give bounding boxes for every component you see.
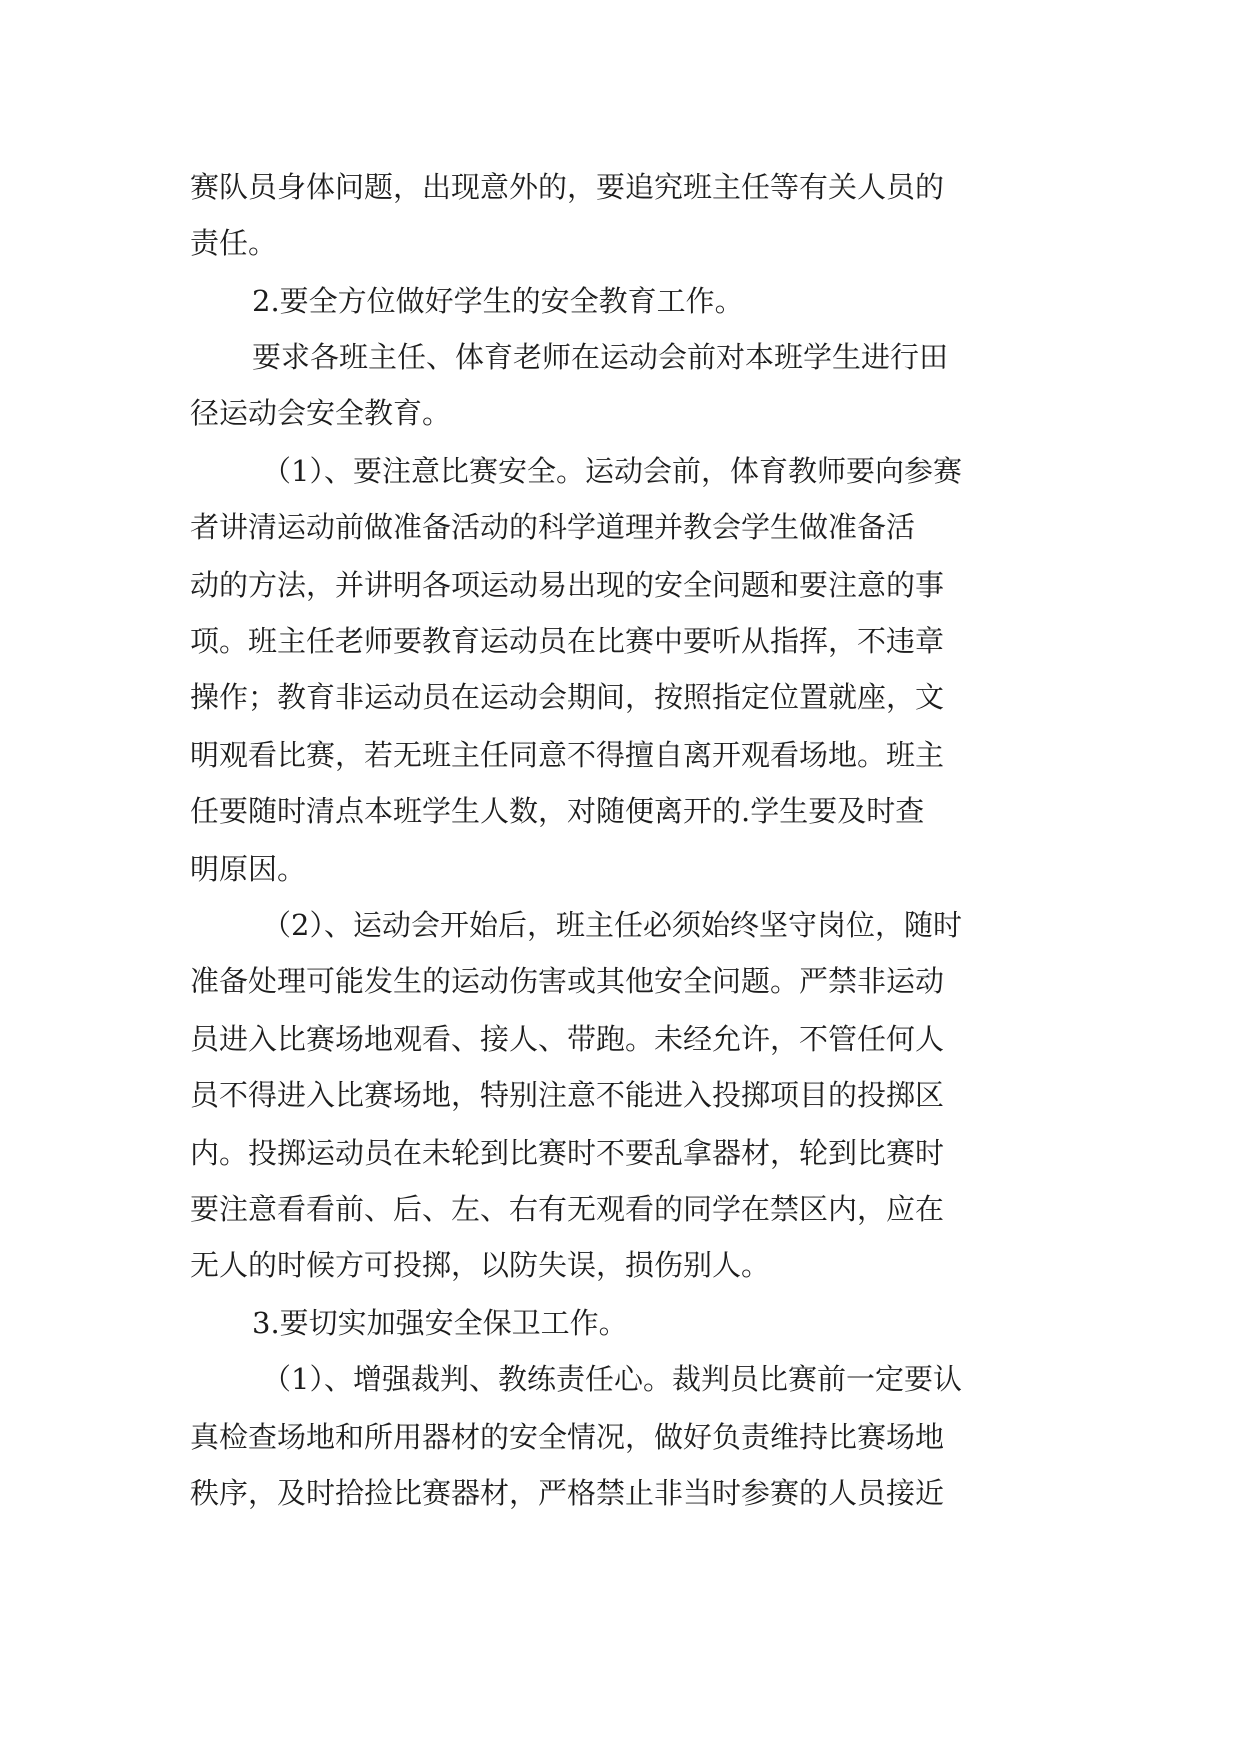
body-text-line: 明观看比赛，若无班主任同意不得擅自离开观看场地。班主 [190,738,945,772]
list-item-line: （1）、要注意比赛安全。运动会前，体育教师要向参赛 [262,454,962,488]
body-text-line: 秩序，及时拾捡比赛器材，严格禁止非当时参赛的人员接近 [190,1476,945,1510]
body-text-line: 赛队员身体问题，出现意外的，要追究班主任等有关人员的 [190,170,945,204]
list-item-line: （2）、运动会开始后，班主任必须始终坚守岗位，随时 [262,908,962,942]
body-text-line: 明原因。 [190,852,307,886]
section-heading: 2.要全方位做好学生的安全教育工作。 [252,284,744,318]
body-text-line: 操作；教育非运动员在运动会期间，按照指定位置就座，文 [190,680,945,714]
body-text-line: 员不得进入比赛场地，特别注意不能进入投掷项目的投掷区 [190,1078,945,1112]
body-text-line: 要注意看看前、后、左、右有无观看的同学在禁区内，应在 [190,1192,945,1226]
body-text-line: 真检查场地和所用器材的安全情况，做好负责维持比赛场地 [190,1420,945,1454]
section-heading: 3.要切实加强安全保卫工作。 [252,1306,628,1340]
body-text-line: 任要随时清点本班学生人数，对随便离开的.学生要及时查 [190,794,925,828]
body-text-line: 员进入比赛场地观看、接人、带跑。未经允许，不管任何人 [190,1022,945,1056]
body-text-line: 准备处理可能发生的运动伤害或其他安全问题。严禁非运动 [190,964,945,998]
body-text-line: 者讲清运动前做准备活动的科学道理并教会学生做准备活 [190,510,916,544]
body-text-line: 项。班主任老师要教育运动员在比赛中要听从指挥，不违章 [190,624,945,658]
list-item-line: （1）、增强裁判、教练责任心。裁判员比赛前一定要认 [262,1362,962,1396]
body-text-line: 内。投掷运动员在未轮到比赛时不要乱拿器材，轮到比赛时 [190,1136,945,1170]
body-text-line: 责任。 [190,226,278,260]
body-text-line: 径运动会安全教育。 [190,396,452,430]
body-text-line: 要求各班主任、体育老师在运动会前对本班学生进行田 [252,340,949,374]
body-text-line: 动的方法，并讲明各项运动易出现的安全问题和要注意的事 [190,568,945,602]
body-text-line: 无人的时候方可投掷，以防失误，损伤别人。 [190,1248,771,1282]
